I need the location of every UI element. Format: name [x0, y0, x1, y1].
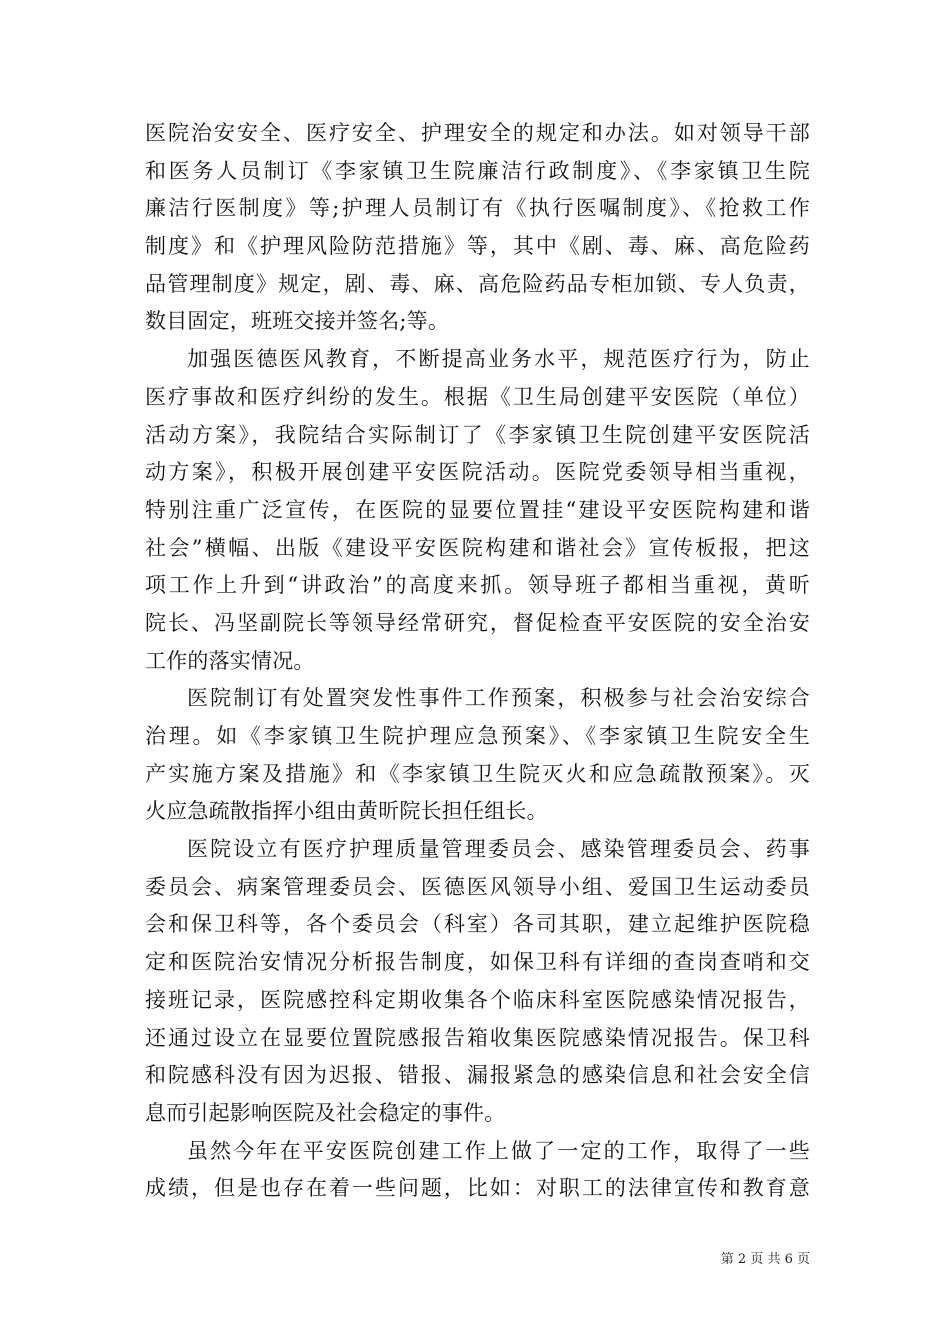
text-line: 项工作上升到“讲政治”的高度来抓。领导班子都相当重视，黄昕: [145, 573, 810, 598]
text-line: 加强医德医风教育，不断提高业务水平，规范医疗行为，防止: [187, 347, 810, 372]
text-line: 定和医院治安情况分析报告制度，如保卫科有详细的查岗查哨和交: [145, 950, 810, 975]
text-line: 息而引起影响医院及社会稳定的事件。: [145, 1100, 506, 1125]
text-line: 还通过设立在显要位置院感报告箱收集医院感染情况报告。保卫科: [145, 1025, 810, 1050]
text-line: 数目固定，班班交接并签名;等。: [145, 309, 450, 334]
text-line: 医院制订有处置突发性事件工作预案，积极参与社会治安综合: [187, 686, 810, 711]
text-line: 火应急疏散指挥小组由黄昕院长担任组长。: [145, 799, 548, 824]
text-line: 动方案》，积极开展创建平安医院活动。医院党委领导相当重视，: [145, 460, 810, 485]
page-number: 第 2 页 共 6 页: [720, 1252, 810, 1267]
text-line: 产实施方案及措施》和《李家镇卫生院灭火和应急疏散预案》。灭: [145, 761, 810, 786]
text-line: 医院治安安全、医疗安全、护理安全的规定和办法。如对领导干部: [145, 121, 810, 145]
text-line: 和医务人员制订《李家镇卫生院廉洁行政制度》、《李家镇卫生院: [145, 158, 810, 183]
text-line: 活动方案》，我院结合实际制订了《李家镇卫生院创建平安医院活: [145, 422, 810, 447]
text-line: 制度》和《护理风险防范措施》等，其中《剧、毒、麻、高危险药: [145, 234, 810, 259]
body-text: [145, 115, 810, 1208]
text-line: 会和保卫科等，各个委员会（科室）各司其职，建立起维护医院稳: [145, 912, 810, 937]
text-line: 品管理制度》规定，剧、毒、麻、高危险药品专柜加锁、专人负责，: [145, 271, 810, 296]
text-line: 工作的落实情况。: [145, 648, 315, 673]
text-line: 委员会、病案管理委员会、医德医风领导小组、爱国卫生运动委员: [145, 874, 810, 899]
text-line: 特别注重广泛宣传，在医院的显要位置挂“建设平安医院构建和谐: [145, 497, 810, 522]
text-line: 治理。如《李家镇卫生院护理应急预案》、《李家镇卫生院安全生: [145, 724, 810, 748]
text-line: 成绩，但是也存在着一些问题，比如：对职工的法律宣传和教育意: [145, 1176, 810, 1201]
text-line: 虽然今年在平安医院创建工作上做了一定的工作，取得了一些: [187, 1138, 810, 1163]
text-line: 社会”横幅、出版《建设平安医院构建和谐社会》宣传板报，把这: [145, 535, 810, 560]
text-line: 院长、冯坚副院长等领导经常研究，督促检查平安医院的安全治安: [145, 610, 810, 635]
text-line: 和院感科没有因为迟报、错报、漏报紧急的感染信息和社会安全信: [145, 1063, 810, 1088]
text-line: 接班记录，医院感控科定期收集各个临床科室医院感染情况报告，: [145, 987, 810, 1012]
text-line: 医疗事故和医疗纠纷的发生。根据《卫生局创建平安医院（单位）: [145, 384, 810, 409]
text-line: 廉洁行医制度》等;护理人员制订有《执行医嘱制度》、《抢救工作: [145, 196, 810, 221]
text-line: 医院设立有医疗护理质量管理委员会、感染管理委员会、药事: [187, 837, 810, 862]
